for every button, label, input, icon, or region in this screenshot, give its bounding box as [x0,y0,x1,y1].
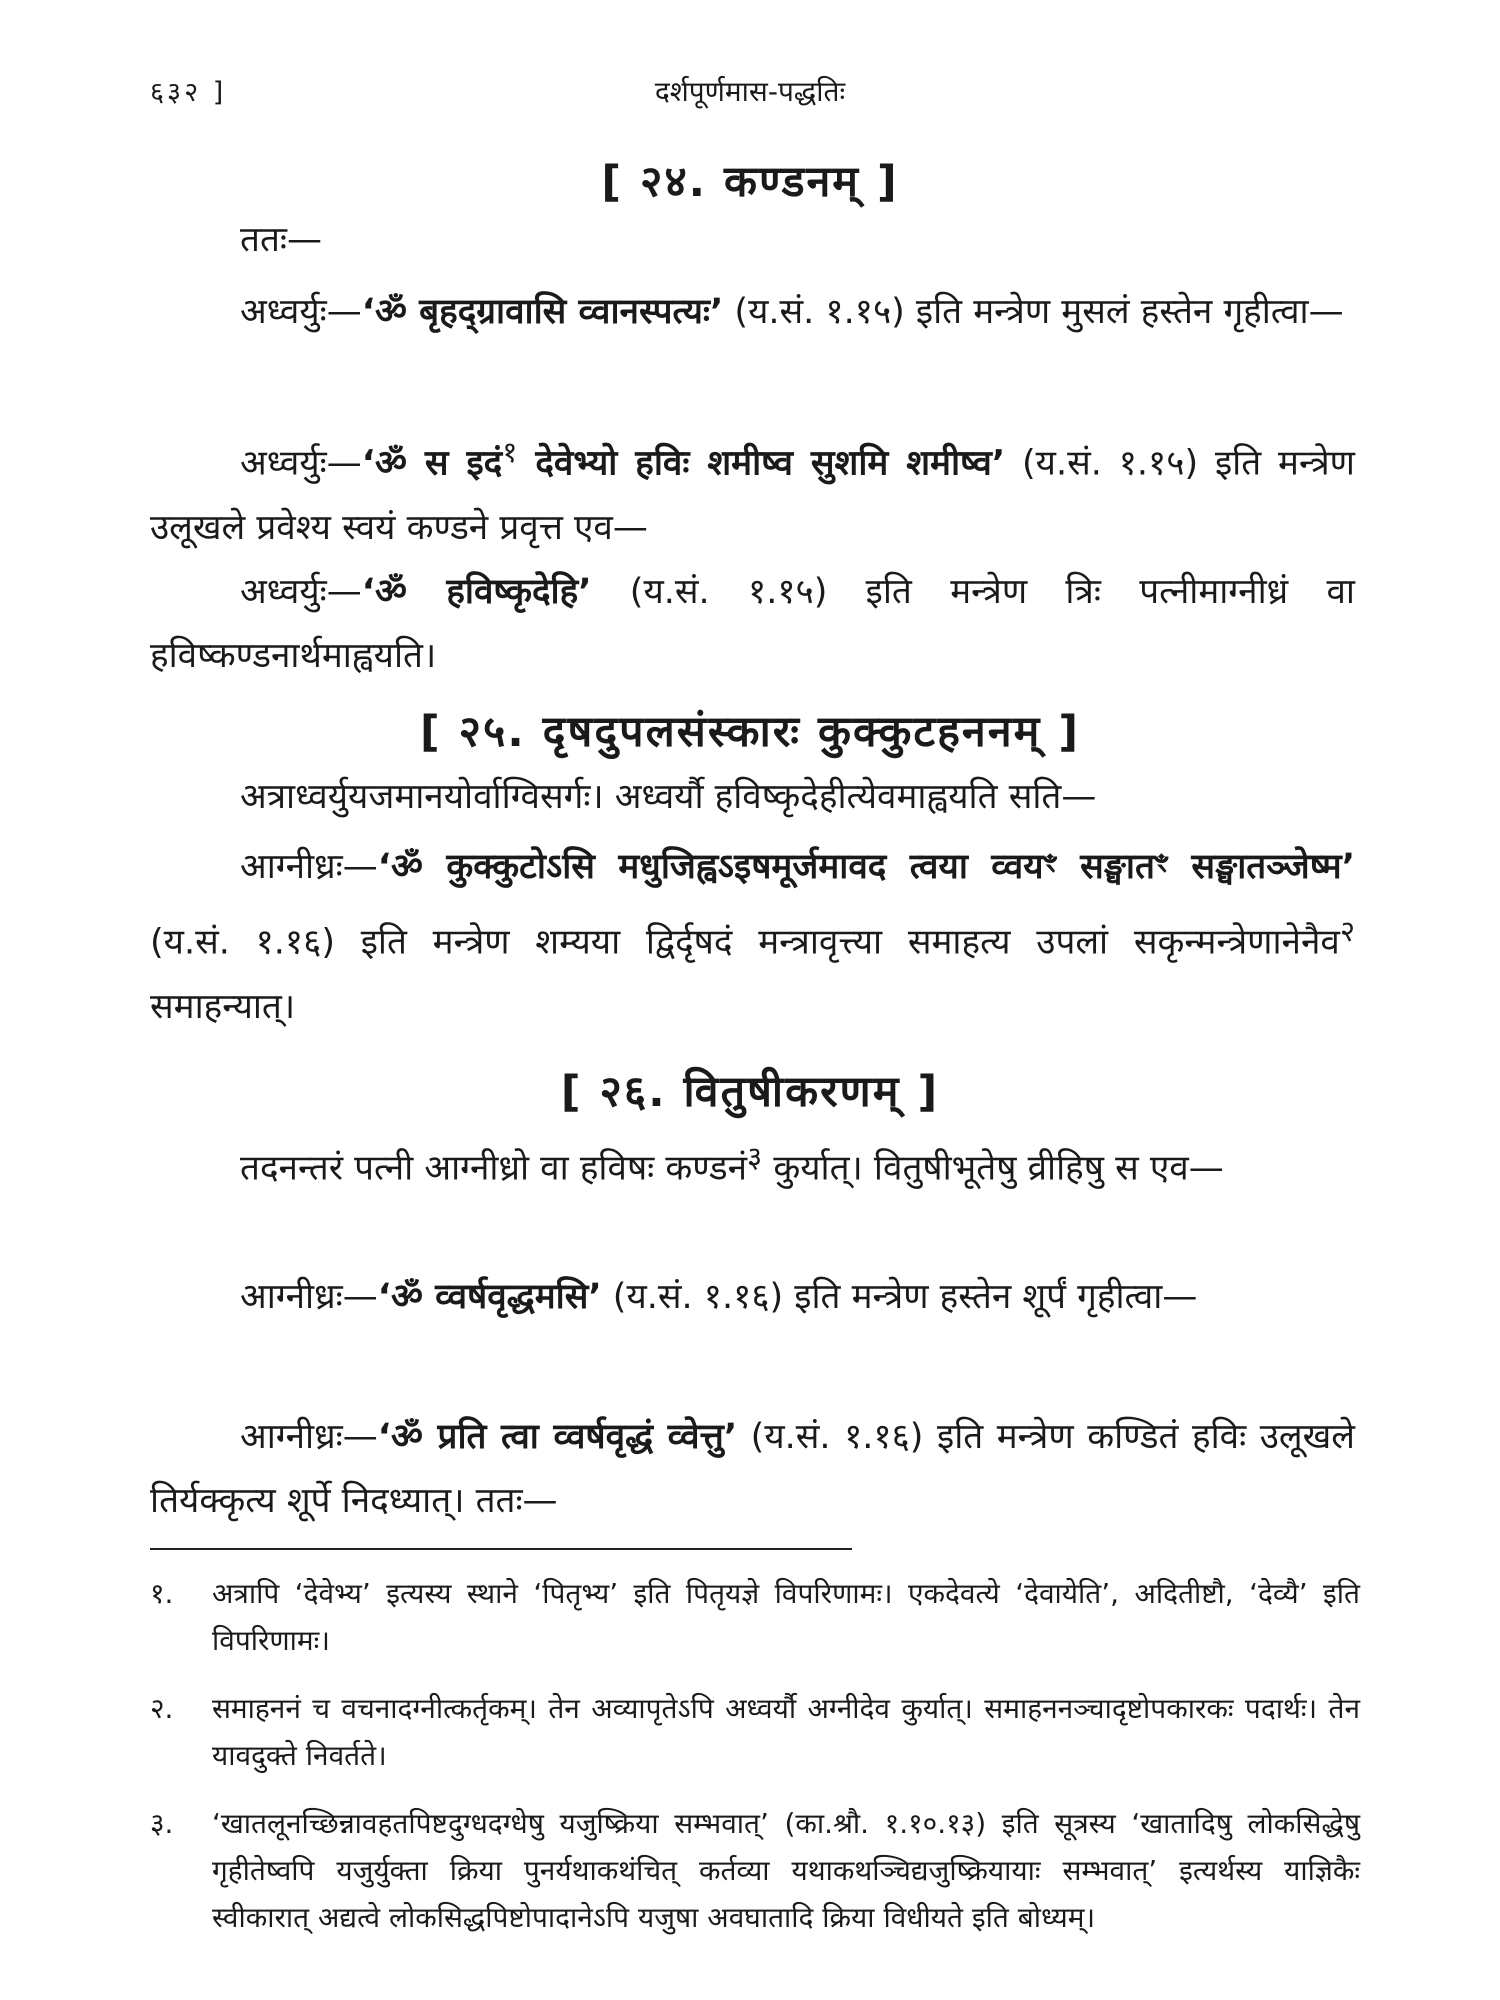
paragraph-text: (य.सं. १.१६) इति मन्त्रेण हस्तेन शूर्पं गृहीत्वा— [601,1277,1198,1317]
speaker-label: आग्नीध्रः— [240,847,378,887]
paragraph [150,1125,1355,1201]
paragraph [150,560,1355,688]
mantra-text: ‘ॐ कुक्कुटोऽसि मधुजिह्वऽइषमूर्जमावद त्वया व्वयꣳ सङ्घातꣳ सङ्घातञ्जेष्म’ [377,847,1355,887]
paragraph [150,208,1355,272]
paragraph [150,420,1355,560]
mantra-text: ‘ॐ हविष्कृदेहि’ [361,572,592,612]
footnote [150,1570,1360,1664]
paragraph-text: ततः— [240,220,322,260]
footnote [150,1685,1360,1779]
section-heading-25: [ २५. दृषदुपलसंस्कारः कुक्कुटहननम् ] [420,707,1080,757]
paragraph [150,765,1355,829]
paragraph-text: तदनन्तरं पत्नी आग्नीध्रो वा हविषः कण्डनं [240,1148,748,1189]
footnote-marker: २ [1339,914,1355,948]
footnote-number: १. [150,1577,174,1610]
footnote-number: २. [150,1692,174,1725]
speaker-label: आग्नीध्रः— [240,1277,378,1317]
mantra-text: ‘ॐ प्रति त्वा व्वर्षवृद्धं व्वेत्तु’ [377,1417,738,1457]
paragraph-text: कुर्यात्। वितुषीभूतेषु व्रीहिषु स एव— [762,1148,1224,1189]
paragraph [150,280,1355,344]
footnote-marker: ३ [747,1140,763,1174]
paragraph [150,1265,1355,1329]
footnote [150,1800,1360,1941]
footnote-text: समाहननं च वचनादग्नीत्कर्तृकम्। तेन अव्यापृतेऽपि अध्वर्यौ अग्नीदेव कुर्यात्। समाहननञ्चादृष्टोपकारकः पदार्थः। तेन यावदुक्ते निवर्तते। [212,1692,1360,1772]
section-heading-26: [ २६. वितुषीकरणम् ] [560,1067,940,1117]
paragraph-text: (य.सं. १.१५) इति मन्त्रेण मुसलं हस्तेन गृहीत्वा— [723,292,1344,332]
footnote-number: ३. [150,1807,174,1840]
footnote-divider [150,1548,852,1550]
paragraph-text: (य.सं. १.१५) इति मन्त्रेण त्रिः पत्नीमाग्नीध्रं वा हविष्कण्डनार्थमाह्वयति। [150,572,1355,676]
footnote-text: अत्रापि ‘देवेभ्य’ इत्यस्य स्थाने ‘पितृभ्य’ इति पितृयज्ञे विपरिणामः। एकदेवत्ये ‘देवायेति’, अदितीष्टौ, ‘देव्यै’ इति विपरिणामः। [212,1577,1360,1657]
mantra-text: देवेभ्यो हविः शमीष्व सुशमि शमीष्व’ [517,443,1006,484]
page-number: ६३२ ] [150,77,227,108]
speaker-label: अध्वर्युः— [240,292,362,332]
mantra-text: ‘ॐ व्वर्षवृद्धमसि’ [377,1277,602,1317]
paragraph-text: समाहन्यात्। [150,986,296,1027]
mantra-text: ‘ॐ बृहद्ग्रावासि व्वानस्पत्यः’ [361,292,724,332]
speaker-label: आग्नीध्रः— [240,1417,378,1457]
speaker-label: अध्वर्युः— [240,572,362,612]
paragraph-text: (य.सं. १.१६) इति मन्त्रेण शम्यया द्विर्दृषदं मन्त्रावृत्त्या समाहत्य उपलां सकृन्मन्त्रेणानेनैव [150,922,1340,963]
paragraph [150,1405,1355,1533]
page-header [150,72,1350,112]
mantra-text: ‘ॐ स इदं [361,443,503,484]
paragraph-text: अत्राध्वर्युयजमानयोर्वाग्विसर्गः। अध्वर्यौ हविष्कृदेहीत्येवमाह्वयति सति— [240,777,1097,817]
section-heading-24: [ २४. कण्डनम् ] [601,157,899,207]
paragraph [150,835,1355,1039]
speaker-label: अध्वर्युः— [240,443,362,484]
running-title: दर्शपूर्णमास-पद्धतिः [654,75,846,108]
footnote-marker: १ [502,435,518,469]
paragraph-text: (य.सं. १.१६) इति मन्त्रेण कण्डितं हविः उलूखले तिर्यक्कृत्य शूर्पे निदध्यात्। ततः— [150,1417,1356,1521]
paragraph-text: (य.सं. १.१५) इति मन्त्रेण उलूखले प्रवेश्य स्वयं कण्डने प्रवृत्त एव— [150,443,1355,548]
footnote-text: ‘खातलूनच्छिन्नावहतपिष्टदुग्धदग्धेषु यजुष्क्रिया सम्भवात्’ (का.श्रौ. १.१०.१३) इति सूत्रस्य ‘खातादिषु लोकसिद्धेषु गृहीतेष्वपि यजुर्युक्ता क्रिया पुनर्यथाकथंचित् कर्तव्या यथाकथञ्चिद्यजुष्क्रियायाः सम्भवात्’ इत्यर्थस्य याज्ञिकैः स्वीकारात् अद्यत्वे लोकसिद्धपिष्टोपादानेऽपि यजुषा अवघातादि क्रिया विधीयते इति बोध्यम्। [212,1807,1360,1934]
